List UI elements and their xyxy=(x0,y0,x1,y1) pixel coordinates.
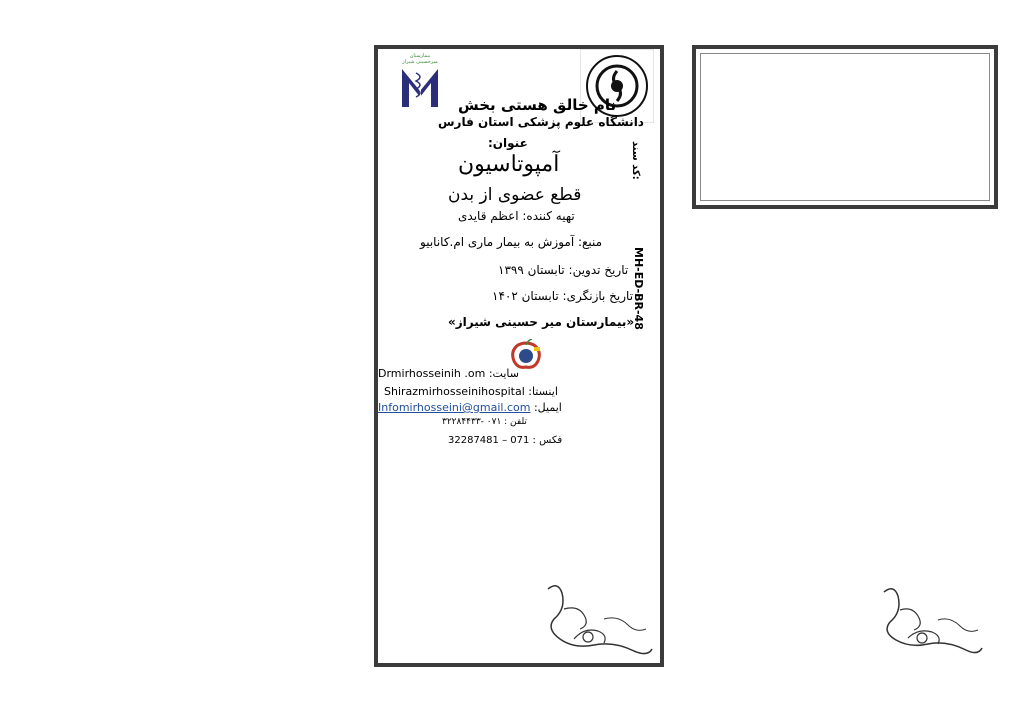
contact-phone: تلفن : ۰۷۱ -۳۲۲۸۴۴۳۳ xyxy=(442,417,527,427)
bismillah-heading: نام خالق هستی بخش xyxy=(458,96,617,114)
email-link[interactable]: Infomirhosseini@gmail.com xyxy=(378,401,531,414)
contact-website: سایت: Drmirhosseinih .om xyxy=(378,367,519,380)
source-line: منبع: آموزش به بیمار ماری ام.کانابیو xyxy=(420,235,603,249)
document-subtitle: قطع عضوی از بدن xyxy=(448,185,582,205)
document-code-value: MH-ED-BR-48 xyxy=(632,247,645,330)
email-label: ایمیل: xyxy=(530,401,562,414)
university-name: دانشگاه علوم پزشکی استان فارس xyxy=(438,115,644,129)
svg-text:بیمارستان: بیمارستان xyxy=(409,53,431,59)
floral-ornament-icon xyxy=(544,579,654,661)
blank-panel-inner xyxy=(700,53,990,201)
document-code-label: کد سند: xyxy=(630,141,641,180)
contact-email-row xyxy=(378,401,562,414)
subject-label: عنوان: xyxy=(488,136,528,150)
hospital-caduceus-logo-icon xyxy=(398,51,442,109)
svg-text:میرحسینی شیراز: میرحسینی شیراز xyxy=(402,59,438,65)
blank-panel xyxy=(692,45,998,209)
hospital-name: «بیمارستان میر حسینی شیراز» xyxy=(448,315,635,329)
date-written-line: تاریخ تدوین: تابستان ۱۳۹۹ xyxy=(498,263,629,277)
floral-ornament-icon xyxy=(880,582,984,660)
brochure-cover-panel xyxy=(374,45,664,667)
author-line: تهیه کننده: اعظم قایدی xyxy=(458,209,575,223)
date-revised-line: تاریخ بازنگری: تابستان ۱۴۰۲ xyxy=(492,289,634,303)
contact-fax: فکس : 071 – 32287481 xyxy=(448,435,563,446)
contact-instagram: اینستا: Shirazmirhosseinihospital xyxy=(384,385,558,398)
document-title: آمپوتاسیون xyxy=(458,152,560,177)
